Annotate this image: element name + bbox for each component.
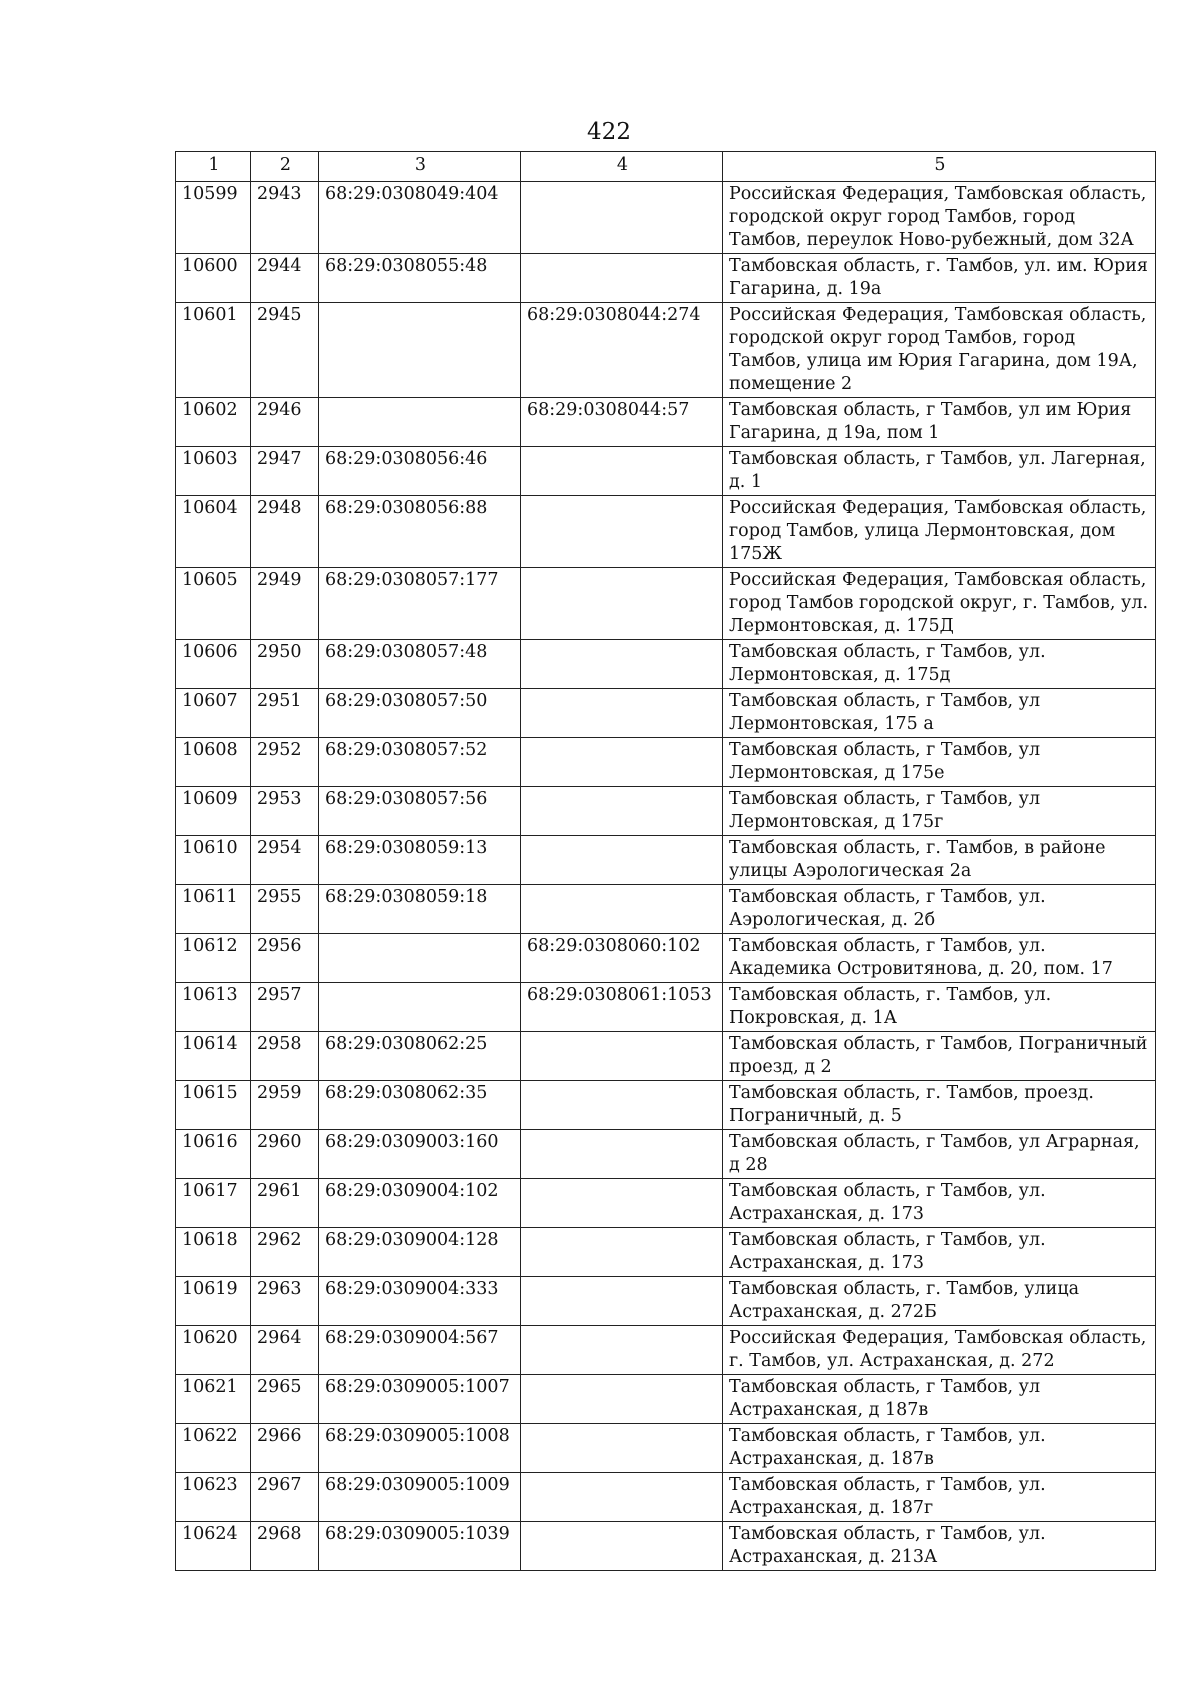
- table-row: [176, 254, 1156, 303]
- cell-cadastral-land: 68:29:0308062:35: [319, 1081, 521, 1130]
- cell-item-number: 2961: [251, 1179, 319, 1228]
- cell-address: Тамбовская область, г Тамбов, ул Лермонтовская, 175 а: [723, 689, 1156, 738]
- cell-cadastral-land: 68:29:0309005:1007: [319, 1375, 521, 1424]
- cell-address: Тамбовская область, г Тамбов, ул Аграрная, д 28: [723, 1130, 1156, 1179]
- cell-cadastral-land: 68:29:0309004:102: [319, 1179, 521, 1228]
- cell-item-number: 2950: [251, 640, 319, 689]
- cell-cadastral-land: 68:29:0308056:46: [319, 447, 521, 496]
- cell-row-number: 10616: [176, 1130, 251, 1179]
- cell-item-number: 2966: [251, 1424, 319, 1473]
- cell-item-number: 2963: [251, 1277, 319, 1326]
- table-row: [176, 1326, 1156, 1375]
- cell-address: Российская Федерация, Тамбовская область, г. Тамбов, ул. Астраханская, д. 272: [723, 1326, 1156, 1375]
- cell-address: Российская Федерация, Тамбовская область, город Тамбов, улица Лермонтовская, дом 175Ж: [723, 496, 1156, 568]
- table-row: [176, 1522, 1156, 1571]
- cell-row-number: 10599: [176, 182, 251, 254]
- cell-cadastral-premises: [521, 1032, 723, 1081]
- cell-row-number: 10618: [176, 1228, 251, 1277]
- cell-row-number: 10622: [176, 1424, 251, 1473]
- column-header-1: 1: [176, 152, 251, 182]
- column-header-2: 2: [251, 152, 319, 182]
- cell-item-number: 2962: [251, 1228, 319, 1277]
- table-row: [176, 182, 1156, 254]
- table-row: [176, 1032, 1156, 1081]
- cell-address: Российская Федерация, Тамбовская область, городской округ город Тамбов, город Тамбов, переулок Ново-рубежный, дом 32А: [723, 182, 1156, 254]
- cell-cadastral-premises: [521, 1277, 723, 1326]
- cell-item-number: 2944: [251, 254, 319, 303]
- cell-cadastral-land: 68:29:0308055:48: [319, 254, 521, 303]
- cell-address: Тамбовская область, г Тамбов, ул Лермонтовская, д 175г: [723, 787, 1156, 836]
- cell-address: Тамбовская область, г. Тамбов, улица Астраханская, д. 272Б: [723, 1277, 1156, 1326]
- cell-cadastral-land: [319, 934, 521, 983]
- cell-row-number: 10620: [176, 1326, 251, 1375]
- cell-item-number: 2965: [251, 1375, 319, 1424]
- cell-address: Российская Федерация, Тамбовская область, городской округ город Тамбов, город Тамбов, улица им Юрия Гагарина, дом 19А, помещение 2: [723, 303, 1156, 398]
- cell-cadastral-premises: [521, 1179, 723, 1228]
- cell-row-number: 10609: [176, 787, 251, 836]
- cell-row-number: 10608: [176, 738, 251, 787]
- cell-address: Тамбовская область, г Тамбов, ул. Астраханская, д. 173: [723, 1179, 1156, 1228]
- page-number: 422: [587, 119, 631, 145]
- cell-address: Тамбовская область, г. Тамбов, проезд. Пограничный, д. 5: [723, 1081, 1156, 1130]
- table-row: [176, 447, 1156, 496]
- cell-item-number: 2953: [251, 787, 319, 836]
- cell-cadastral-premises: [521, 182, 723, 254]
- cell-item-number: 2945: [251, 303, 319, 398]
- cell-cadastral-land: [319, 398, 521, 447]
- cell-item-number: 2946: [251, 398, 319, 447]
- cell-cadastral-premises: [521, 836, 723, 885]
- cell-row-number: 10623: [176, 1473, 251, 1522]
- registry-table: [175, 151, 1156, 1571]
- cell-cadastral-land: 68:29:0309005:1039: [319, 1522, 521, 1571]
- cell-row-number: 10612: [176, 934, 251, 983]
- cell-cadastral-premises: [521, 1228, 723, 1277]
- cell-row-number: 10604: [176, 496, 251, 568]
- cell-cadastral-premises: [521, 1375, 723, 1424]
- cell-cadastral-premises: [521, 1424, 723, 1473]
- cell-cadastral-land: 68:29:0308059:18: [319, 885, 521, 934]
- cell-cadastral-premises: [521, 1473, 723, 1522]
- cell-cadastral-land: 68:29:0308059:13: [319, 836, 521, 885]
- table-header: [176, 152, 1156, 182]
- cell-row-number: 10619: [176, 1277, 251, 1326]
- cell-address: Тамбовская область, г Тамбов, ул. Лермонтовская, д. 175д: [723, 640, 1156, 689]
- table-row: [176, 568, 1156, 640]
- cell-item-number: 2967: [251, 1473, 319, 1522]
- header-row: [176, 152, 1156, 182]
- cell-cadastral-land: 68:29:0308062:25: [319, 1032, 521, 1081]
- cell-cadastral-land: 68:29:0308049:404: [319, 182, 521, 254]
- table-row: [176, 1081, 1156, 1130]
- cell-cadastral-premises: 68:29:0308060:102: [521, 934, 723, 983]
- cell-item-number: 2956: [251, 934, 319, 983]
- cell-cadastral-premises: [521, 1326, 723, 1375]
- cell-address: Тамбовская область, г Тамбов, ул. Астраханская, д. 187г: [723, 1473, 1156, 1522]
- cell-row-number: 10607: [176, 689, 251, 738]
- table-body: [176, 182, 1156, 1571]
- table-row: [176, 303, 1156, 398]
- cell-address: Российская Федерация, Тамбовская область, город Тамбов городской округ, г. Тамбов, ул. Лермонтовская, д. 175Д: [723, 568, 1156, 640]
- cell-cadastral-land: 68:29:0309004:333: [319, 1277, 521, 1326]
- table-row: [176, 787, 1156, 836]
- cell-address: Тамбовская область, г Тамбов, ул. Астраханская, д. 173: [723, 1228, 1156, 1277]
- cell-cadastral-land: 68:29:0308056:88: [319, 496, 521, 568]
- cell-cadastral-premises: [521, 689, 723, 738]
- table-row: [176, 1424, 1156, 1473]
- table-row: [176, 496, 1156, 568]
- cell-address: Тамбовская область, г. Тамбов, ул. Покровская, д. 1А: [723, 983, 1156, 1032]
- cell-address: Тамбовская область, г Тамбов, ул. Астраханская, д. 213А: [723, 1522, 1156, 1571]
- cell-address: Тамбовская область, г Тамбов, ул. Аэрологическая, д. 2б: [723, 885, 1156, 934]
- cell-item-number: 2943: [251, 182, 319, 254]
- table-row: [176, 885, 1156, 934]
- column-header-3: 3: [319, 152, 521, 182]
- cell-address: Тамбовская область, г. Тамбов, ул. им. Юрия Гагарина, д. 19а: [723, 254, 1156, 303]
- cell-cadastral-land: 68:29:0309003:160: [319, 1130, 521, 1179]
- cell-row-number: 10606: [176, 640, 251, 689]
- cell-cadastral-premises: 68:29:0308044:274: [521, 303, 723, 398]
- table-row: [176, 836, 1156, 885]
- cell-item-number: 2947: [251, 447, 319, 496]
- table-row: [176, 1228, 1156, 1277]
- cell-row-number: 10613: [176, 983, 251, 1032]
- cell-address: Тамбовская область, г Тамбов, ул. Лагерная, д. 1: [723, 447, 1156, 496]
- cell-cadastral-premises: 68:29:0308061:1053: [521, 983, 723, 1032]
- cell-cadastral-land: 68:29:0309005:1009: [319, 1473, 521, 1522]
- cell-cadastral-premises: [521, 738, 723, 787]
- table-row: [176, 1473, 1156, 1522]
- cell-cadastral-land: 68:29:0308057:52: [319, 738, 521, 787]
- cell-address: Тамбовская область, г Тамбов, ул. Астраханская, д. 187в: [723, 1424, 1156, 1473]
- cell-cadastral-premises: [521, 1130, 723, 1179]
- column-header-4: 4: [521, 152, 723, 182]
- cell-cadastral-premises: [521, 447, 723, 496]
- table-row: [176, 1179, 1156, 1228]
- cell-cadastral-premises: [521, 568, 723, 640]
- cell-cadastral-land: [319, 303, 521, 398]
- cell-item-number: 2955: [251, 885, 319, 934]
- cell-address: Тамбовская область, г Тамбов, ул. Академика Островитянова, д. 20, пом. 17: [723, 934, 1156, 983]
- cell-address: Тамбовская область, г Тамбов, ул Астраханская, д 187в: [723, 1375, 1156, 1424]
- cell-row-number: 10600: [176, 254, 251, 303]
- table-row: [176, 738, 1156, 787]
- cell-row-number: 10615: [176, 1081, 251, 1130]
- cell-address: Тамбовская область, г Тамбов, ул Лермонтовская, д 175е: [723, 738, 1156, 787]
- cell-cadastral-premises: [521, 640, 723, 689]
- cell-cadastral-land: 68:29:0309004:567: [319, 1326, 521, 1375]
- cell-cadastral-land: 68:29:0309005:1008: [319, 1424, 521, 1473]
- cell-item-number: 2968: [251, 1522, 319, 1571]
- cell-row-number: 10621: [176, 1375, 251, 1424]
- cell-cadastral-premises: [521, 1522, 723, 1571]
- cell-cadastral-land: 68:29:0308057:50: [319, 689, 521, 738]
- cell-item-number: 2960: [251, 1130, 319, 1179]
- cell-address: Тамбовская область, г Тамбов, Пограничный проезд, д 2: [723, 1032, 1156, 1081]
- cell-row-number: 10605: [176, 568, 251, 640]
- cell-cadastral-premises: 68:29:0308044:57: [521, 398, 723, 447]
- cell-item-number: 2951: [251, 689, 319, 738]
- cell-row-number: 10617: [176, 1179, 251, 1228]
- table-row: [176, 1375, 1156, 1424]
- cell-cadastral-premises: [521, 885, 723, 934]
- cell-address: Тамбовская область, г Тамбов, ул им Юрия Гагарина, д 19а, пом 1: [723, 398, 1156, 447]
- table-row: [176, 1277, 1156, 1326]
- cell-item-number: 2952: [251, 738, 319, 787]
- cell-row-number: 10602: [176, 398, 251, 447]
- cell-item-number: 2959: [251, 1081, 319, 1130]
- cell-row-number: 10610: [176, 836, 251, 885]
- cell-cadastral-land: 68:29:0308057:48: [319, 640, 521, 689]
- cell-cadastral-land: 68:29:0309004:128: [319, 1228, 521, 1277]
- cell-cadastral-land: [319, 983, 521, 1032]
- cell-address: Тамбовская область, г. Тамбов, в районе улицы Аэрологическая 2а: [723, 836, 1156, 885]
- column-header-5: 5: [723, 152, 1156, 182]
- table-row: [176, 983, 1156, 1032]
- table-row: [176, 1130, 1156, 1179]
- cell-item-number: 2964: [251, 1326, 319, 1375]
- cell-item-number: 2948: [251, 496, 319, 568]
- table-row: [176, 689, 1156, 738]
- cell-cadastral-premises: [521, 496, 723, 568]
- cell-row-number: 10624: [176, 1522, 251, 1571]
- cell-row-number: 10601: [176, 303, 251, 398]
- cell-item-number: 2954: [251, 836, 319, 885]
- cell-cadastral-premises: [521, 254, 723, 303]
- table-row: [176, 640, 1156, 689]
- cell-cadastral-land: 68:29:0308057:177: [319, 568, 521, 640]
- cell-item-number: 2958: [251, 1032, 319, 1081]
- cell-cadastral-premises: [521, 1081, 723, 1130]
- cell-row-number: 10603: [176, 447, 251, 496]
- table-row: [176, 398, 1156, 447]
- cell-item-number: 2949: [251, 568, 319, 640]
- cell-row-number: 10614: [176, 1032, 251, 1081]
- cell-row-number: 10611: [176, 885, 251, 934]
- cell-cadastral-premises: [521, 787, 723, 836]
- cell-cadastral-land: 68:29:0308057:56: [319, 787, 521, 836]
- table-row: [176, 934, 1156, 983]
- cell-item-number: 2957: [251, 983, 319, 1032]
